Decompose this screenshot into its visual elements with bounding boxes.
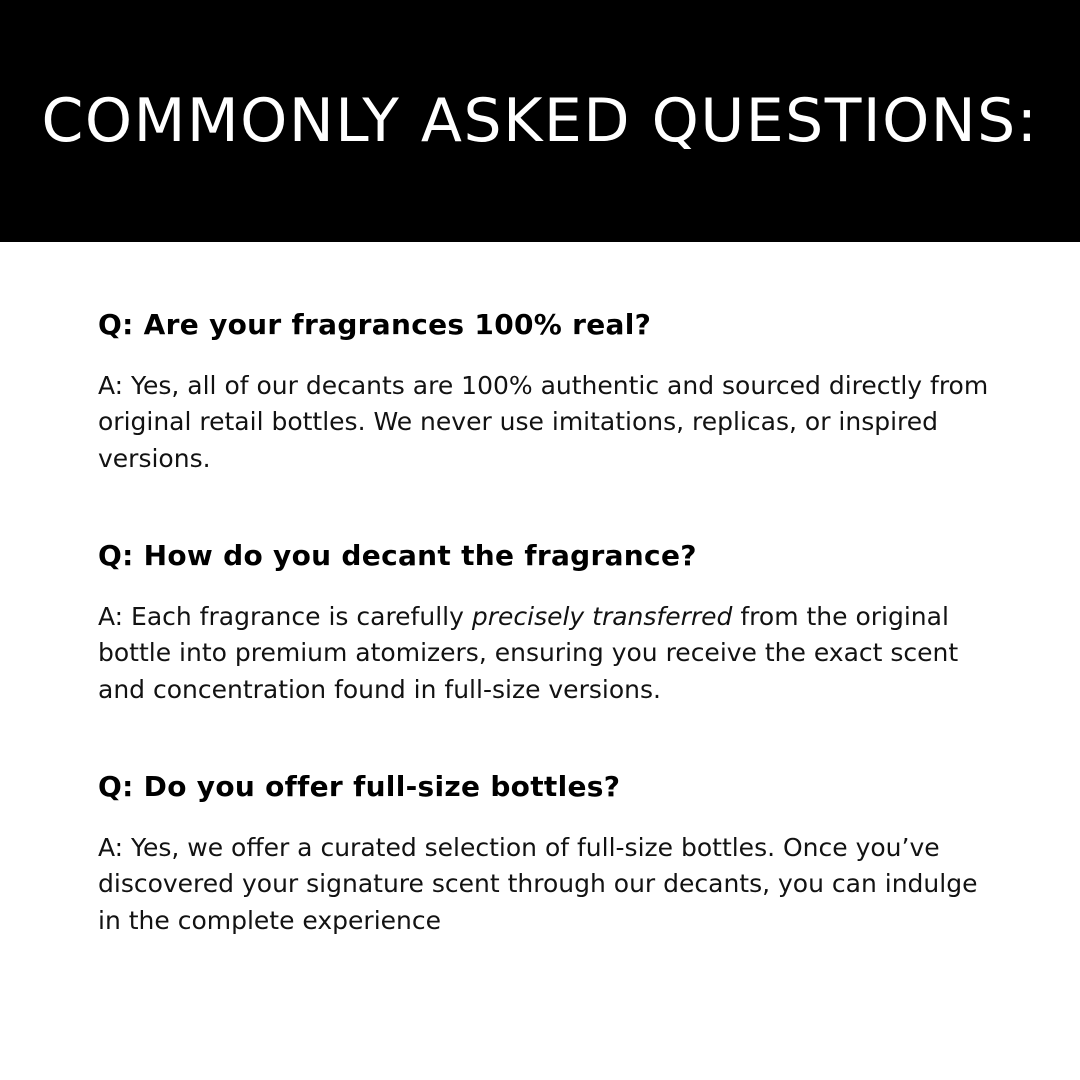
faq-item — [98, 308, 1004, 477]
faq-answer-text-after: from the original bottle into premium atomizers, ensuring you receive the exact scent and concentration found in full-size versions. — [98, 601, 959, 704]
faq-question: Q: Are your fragrances 100% real? — [98, 308, 652, 341]
faq-answer — [98, 830, 1004, 940]
page-title: COMMONLY ASKED QUESTIONS: — [41, 86, 1039, 156]
faq-answer — [98, 368, 1004, 478]
faq-answer-text-before: A: Yes, we offer a curated selection of full-size bottles. Once you’ve discovered your signature scent through our decants, you can indulge in the complete experience — [98, 832, 978, 935]
faq-question: Q: How do you decant the fragrance? — [98, 539, 697, 573]
faq-item — [98, 539, 1004, 708]
faq-answer-text-before: A: Yes, all of our decants are 100% authentic and sourced directly from original retail bottles. We never use imitations, replicas, or inspired versions. — [98, 370, 989, 473]
header-banner — [0, 0, 1080, 242]
faq-answer-emphasis: precisely transferred — [471, 601, 733, 631]
faq-question: Q: Do you offer full-size bottles? — [98, 770, 621, 804]
faq-answer — [98, 599, 1004, 709]
faq-item — [98, 770, 1004, 939]
faq-list — [0, 242, 1080, 939]
faq-answer-text-before: A: Each fragrance is carefully — [98, 601, 472, 631]
